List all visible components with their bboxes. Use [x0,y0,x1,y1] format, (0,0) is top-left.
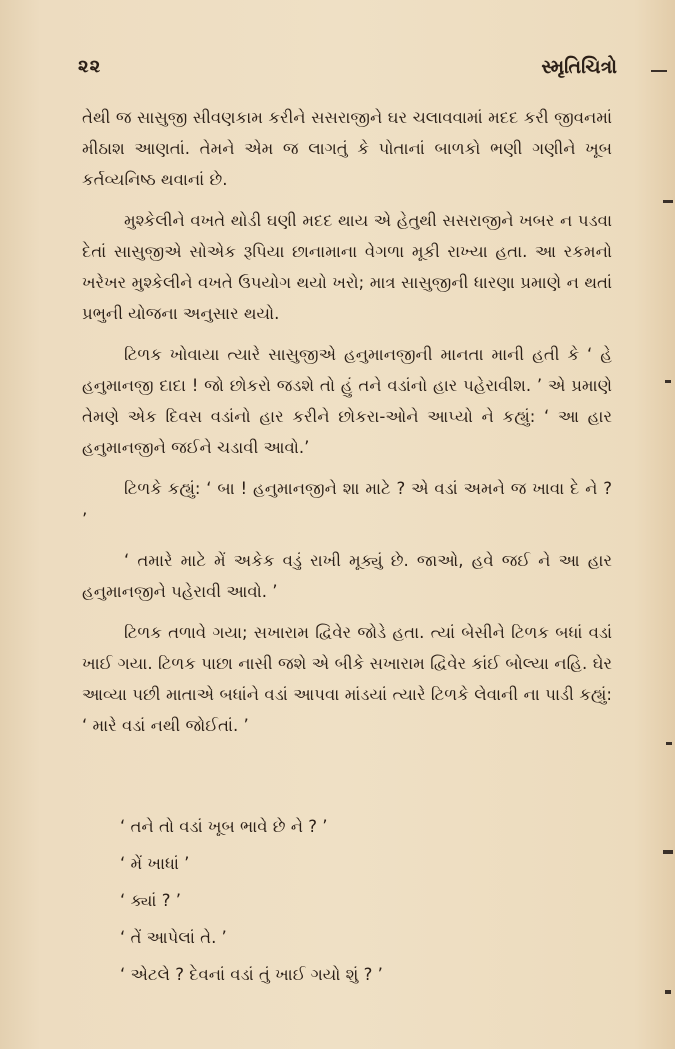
running-head: સ્મૃતિચિત્રો [541,56,617,78]
edge-mark [665,380,671,383]
paragraph: મુશ્કેલીને વખતે થોડી ઘણી મદદ થાય એ હેતુથી સસરાજીને ખબર ન પડવા દેતાં સાસુજીએ સોએક રૂપિયા છાનામાના વેગળા મૂકી રાખ્યા હતા. આ રકમનો ખરેખર મુશ્કેલીને વખતે ઉપયોગ થયો ખરો; માત્ર સાસુજીની ધારણા પ્રમાણે ન થતાં પ્રભુની યોજના અનુસાર થયો. [82,211,612,323]
paragraph: ટિળક તળાવે ગયા; સખારામ દ્વિવેર જોડે હતા. ત્યાં બેસીને ટિળક બધાં વડાં ખાઈ ગયા. ટિળક પાછા નાસી જશે એ બીકે સખારામ દ્વિવેર કાંઈ બોલ્યા નહિ. ઘેર આવ્યા પછી માતાએ બધાંને વડાં આપવા માંડયાં ત્યારે ટિળકે લેવાની ના પાડી કહ્યું: ‘ મારે વડાં નથી જોઈતાં. ’ [82,623,612,735]
edge-mark [666,742,672,745]
paragraph: ટિળક ખોવાયા ત્યારે સાસુજીએ હનુમાનજીની માનતા માની હતી કે ‘ હે હનુમાનજી દાદા ! જો છોકરો જડશે તો હું તને વડાંનો હાર પહેરાવીશ. ’ એ પ્રમાણે તેમણે એક દિવસ વડાંનો હાર કરીને છોકરા-ઓને આપ્યો ને કહ્યું: ‘ આ હાર હનુમાનજીને જઈને ચડાવી આવો.’ [82,345,612,457]
edge-mark [663,850,673,854]
page-number: ૨૨ [78,56,102,77]
dialogue-block [120,808,620,993]
paragraph: ટિળકે કહ્યું: ‘ બા ! હનુમાનજીને શા માટે ? એ વડાં અમને જ ખાવા દે ને ? ’ [82,479,612,529]
edge-mark [651,70,667,72]
body-text [82,102,612,751]
paragraph: ‘ તમારે માટે મેં અકેક વડું રાખી મૂક્યું છે. જાઓ, હવે જઈ ને આ હાર હનુમાનજીને પહેરાવી આવો. ’ [82,551,612,601]
dialogue-line: ‘ તને તો વડાં ખૂબ ભાવે છે ને ? ’ [120,817,328,836]
edge-mark [665,990,671,994]
dialogue-line: ‘ ક્યાં ? ’ [120,891,181,910]
edge-mark [663,200,673,203]
dialogue-line: ‘ તેં આપેલાં તે. ’ [120,928,227,947]
dialogue-line: ‘ એટલે ? દેવનાં વડાં તું ખાઈ ગયો શું ? ’ [120,965,383,984]
paragraph: તેથી જ સાસુજી સીવણકામ કરીને સસરાજીને ઘર ચલાવવામાં મદદ કરી જીવનમાં મીઠાશ આણતાં. તેમને એમ જ લાગતું કે પોતાનાં બાળકો ભણી ગણીને ખૂબ કર્તવ્યનિષ્ઠ થવાનાં છે. [82,108,612,189]
dialogue-line: ‘ મેં ખાધાં ’ [120,854,190,873]
